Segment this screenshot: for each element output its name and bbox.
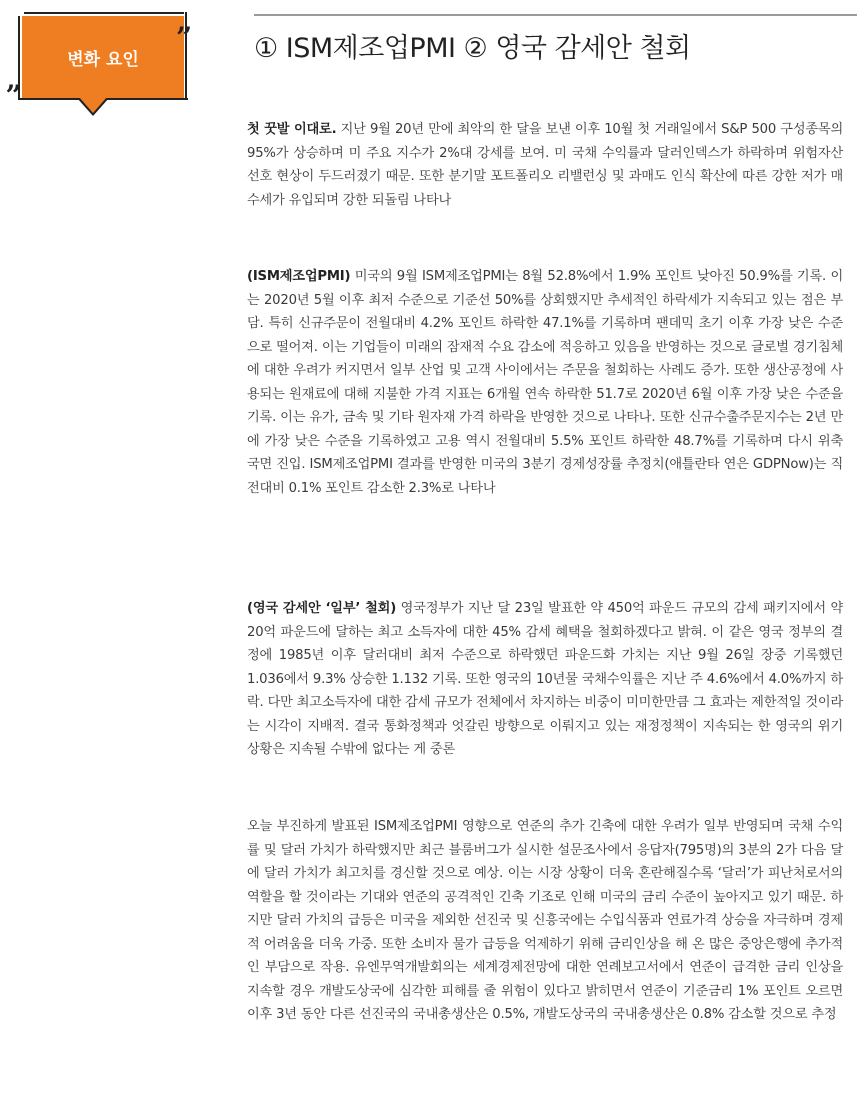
- page-title: ① ISM제조업PMI ② 영국 감세안 철회: [254, 33, 691, 64]
- paragraph-body: 영국정부가 지난 달 23일 발표한 약 450억 파운드 규모의 감세 패키지에서 약 20억 파운드에 달하는 최고 소득자에 대한 45% 감세 혜택을 철회하겠다고 밝혀. 이 같은 영국 정부의 결정에 1985년 이후 달러대비 최저 수준으로 하락했던 파운드화 가치는 지난 9월 26일 장중 기록했던 1.036에서 9.3% 상승한 1.132 기록. 또한 영국의 10년물 국채수익률은 지난 주 4.6%에서 4.0%까지 하락. 다만 최고소득자에 대한 감세 규모가 전체에서 차지하는 비중이 미미한만큼 그 효과는 제한적일 것이라는 시각이 지배적. 결국 통화정책과 엇갈린 방향으로 이뤄지고 있는 재정정책이 지속되는 한 영국의 위기 상황은 지속될 수밖에 없다는 게 중론: [247, 601, 843, 757]
- paragraph-lead: (영국 감세안 ‘일부’ 철회): [247, 601, 397, 616]
- paragraph-body: 지난 9월 20년 만에 최악의 한 달을 보낸 이후 10월 첫 거래일에서 S&P 500 구성종목의 95%가 상승하며 미 주요 지수가 2%대 강세를 보여. 미 국채 수익률과 달러인덱스가 하락하며 위험자산 선호 현상이 두드러졌기 때문. 또한 분기말 포트폴리오 리밸런싱 및 과매도 인식 확산에 따른 강한 저가 매수세가 유입되며 강한 되돌림 나타나: [247, 122, 843, 208]
- title-rule: [254, 14, 857, 16]
- paragraph-uk-tax-cut: [247, 597, 843, 762]
- open-quote-icon: „: [6, 63, 23, 96]
- paragraph-market-rebound: [247, 118, 843, 212]
- badge-label: 변화 요인: [22, 16, 184, 98]
- paragraph-lead: 첫 꿋발 이대로.: [247, 122, 337, 137]
- badge-pointer: [79, 97, 107, 113]
- paragraph-body: 오늘 부진하게 발표된 ISM제조업PMI 영향으로 연준의 추가 긴축에 대한 우려가 일부 반영되며 국채 수익률 및 달러 가치가 하락했지만 최근 블룸버그가 실시한 설문조사에서 응답자(795명)의 3분의 2가 다음 달에 달러 가치가 최고치를 경신할 것으로 예상. 이는 시장 상황이 더욱 혼란해질수록 ‘달러’가 피난처로서의 역할을 할 것이라는 기대와 연준의 공격적인 긴축 기조로 인해 미국의 금리 수준이 높아지고 있기 때문. 하지만 달러 가치의 급등은 미국을 제외한 선진국 및 신흥국에는 수입식품과 연료가격 상승을 자극하며 경제적 어려움을 더욱 가중. 또한 소비자 물가 급등을 억제하기 위해 금리인상을 해 온 많은 중앙은행에 추가적인 부담으로 작용. 유엔무역개발회의는 세계경제전망에 대한 연례보고서에서 연준이 급격한 금리 인상을 지속할 경우 개발도상국에 심각한 피해를 줄 위험이 있다고 밝히면서 연준이 기준금리 1% 포인트 오르면 이후 3년 동안 다른 선진국의 국내총생산은 0.5%, 개발도상국의 국내총생산은 0.8% 감소할 것으로 추정: [247, 819, 843, 1022]
- paragraph-lead: (ISM제조업PMI): [247, 269, 351, 284]
- close-quote-icon: ”: [176, 21, 193, 54]
- paragraph-body: 미국의 9월 ISM제조업PMI는 8월 52.8%에서 1.9% 포인트 낮아진 50.9%를 기록. 이는 2020년 5월 이후 최저 수준으로 기준선 50%를 상회했지만 추세적인 하락세가 지속되고 있는 점은 부담. 특히 신규주문이 전월대비 4.2% 포인트 하락한 47.1%를 기록하며 팬데믹 초기 이후 가장 낮은 수준으로 떨어져. 이는 기업들이 미래의 잠재적 수요 감소에 적응하고 있음을 반영하는 것으로 글로벌 경기침체에 대한 우려가 커지면서 일부 산업 및 고객 사이에서는 주문을 철회하는 사례도 증가. 또한 생산공정에 사용되는 원재료에 대해 지불한 가격 지표는 6개월 연속 하락한 51.7로 2020년 6월 이후 가장 낮은 수준을 기록. 이는 유가, 금속 및 기타 원자재 가격 하락을 반영한 것으로 나타나. 또한 신규수출주문지수는 2년 만에 가장 낮은 수준을 기록하였고 고용 역시 전월대비 5.5% 포인트 하락한 48.7%를 기록하며 다시 위축 국면 진입. ISM제조업PMI 결과를 반영한 미국의 3분기 경제성장률 추정치(애틀란타 연은 GDPNow)는 직전대비 0.1% 포인트 감소한 2.3%로 나타나: [247, 269, 843, 496]
- paragraph-ism-pmi: [247, 265, 843, 500]
- badge-frame-top: [24, 12, 184, 14]
- section-badge: [0, 0, 200, 125]
- paragraph-dollar-outlook: [247, 815, 843, 1027]
